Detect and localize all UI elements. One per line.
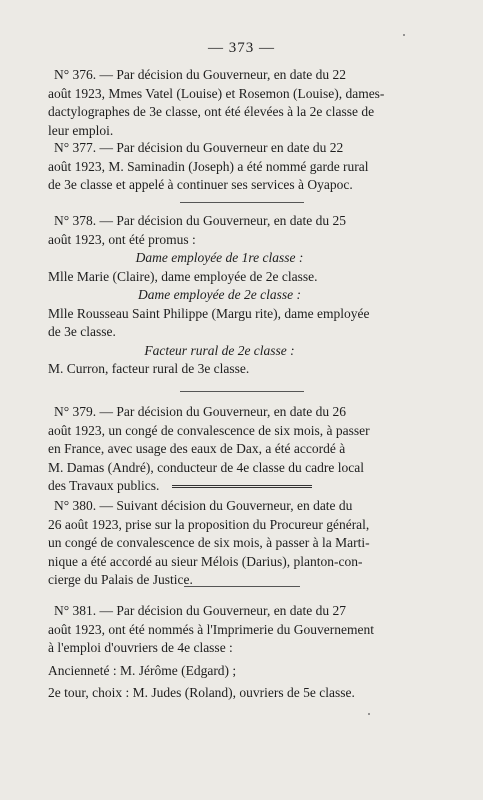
appointment-item: Ancienneté : M. Jérôme (Edgard) ; <box>48 662 237 678</box>
entry-377 <box>48 139 391 195</box>
entry-line: N° 377. — Par décision du Gouverneur en date du 22 <box>54 140 344 155</box>
promotion-item: Mlle Marie (Claire), dame employée de 2e classe. <box>48 268 318 284</box>
paper-speck <box>403 34 405 36</box>
entry-376 <box>48 66 391 140</box>
section-heading: Dame employée de 1re classe : <box>135 250 304 265</box>
section-heading: Facteur rural de 2e classe : <box>144 342 295 358</box>
entry-line: N° 380. — Suivant décision du Gouverneur, en date du <box>54 498 353 513</box>
entry-line: cierge du Palais de Justice. <box>48 572 193 587</box>
entry-line: de 3e classe et appelé à continuer ses services à Oyapoc. <box>48 177 353 192</box>
entry-line: en France, avec usage des eaux de Dax, a été accordé à <box>48 441 346 456</box>
section-heading: Dame employée de 2e classe : <box>137 287 302 302</box>
entry-line: août 1923, M. Saminadin (Joseph) a été nommé garde rural <box>48 158 369 174</box>
entry-line: à l'emploi d'ouvriers de 4e classe : <box>48 640 233 655</box>
entry-line: nique a été accordé au sieur Mélois (Darius), planton-con- <box>48 553 363 569</box>
entry-line: M. Damas (André), conducteur de 4e classe du cadre local <box>48 459 364 475</box>
promotion-item: Mlle Rousseau Saint Philippe (Margu rite), dame employée <box>48 305 370 321</box>
entry-line: N° 376. — Par décision du Gouverneur, en date du 22 <box>54 67 347 82</box>
promotion-item: M. Curron, facteur rural de 3e classe. <box>48 361 250 376</box>
entry-line: août 1923, ont été nommés à l'Imprimerie du Gouvernement <box>48 621 374 637</box>
entry-line: 26 août 1923, prise sur la proposition du Procureur général, <box>48 516 370 532</box>
appointment-item: 2e tour, choix : M. Judes (Roland), ouvriers de 5e classe. <box>48 685 355 700</box>
entry-line: N° 381. — Par décision du Gouverneur, en date du 27 <box>54 603 347 618</box>
entry-line: leur emploi. <box>48 122 114 138</box>
entry-line: août 1923, Mmes Vatel (Louise) et Rosemon (Louise), dames- <box>48 85 385 101</box>
entry-line: dactylographes de 3e classe, ont été élevées à la 2e classe de <box>48 104 375 119</box>
separator-rule <box>172 485 312 488</box>
entry-line: des Travaux publics. <box>48 478 160 493</box>
entry-line: N° 379. — Par décision du Gouverneur, en date du 26 <box>54 404 347 419</box>
separator-rule <box>180 391 304 392</box>
promotion-item: de 3e classe. <box>48 324 116 339</box>
entry-380 <box>48 497 391 590</box>
entry-line: N° 378. — Par décision du Gouverneur, en date du 25 <box>54 213 347 228</box>
entry-381 <box>48 602 391 703</box>
paper-speck <box>368 713 370 715</box>
entry-378 <box>48 212 391 379</box>
entry-line: août 1923, un congé de convalescence de six mois, à passer <box>48 422 370 438</box>
page-number: — 373 — <box>208 40 275 56</box>
entry-379 <box>48 403 391 496</box>
separator-rule <box>184 586 300 587</box>
entry-line: un congé de convalescence de six mois, à passer à la Marti- <box>48 535 370 550</box>
separator-rule <box>180 202 304 203</box>
entry-line: août 1923, ont été promus : <box>48 231 196 247</box>
